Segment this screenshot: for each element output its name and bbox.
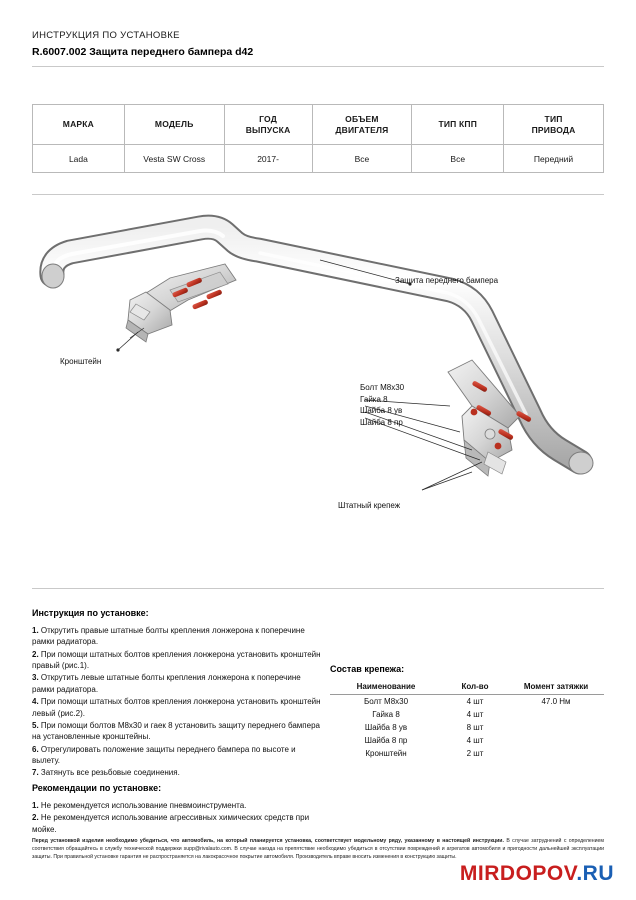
section-divider-lower xyxy=(32,588,604,589)
spec-header-drive xyxy=(504,105,604,145)
footer-line-3: в отсутствии повреждений и агрегатов автомобиля и пригодности дальнейшей эксплуатации защиты. При правильной установке гарантия не распространяется на лакокрасочное покрытие xyxy=(32,845,605,860)
spec-header-drive-line1: ТИП xyxy=(544,113,563,124)
instruction-step-6 xyxy=(32,744,322,767)
rec-number-1: 1. xyxy=(32,801,39,810)
spec-value-year: 2017- xyxy=(224,145,312,173)
footer-line-1: Перед установкой изделия необходимо убедиться, что автомобиль, на который планируется установка, соответствует модельному ряду, указанному в настоящей инструкции. xyxy=(32,838,504,844)
rec-text-1: Не рекомендуется использование пневмоинструмента. xyxy=(40,801,247,810)
spec-header-year-line2: ВЫПУСКА xyxy=(245,124,291,135)
watermark-part-1: MIRDOPOV xyxy=(459,862,577,885)
spec-header-engine-line1: ОБЪЕМ xyxy=(345,113,379,124)
fastener-torque-4 xyxy=(508,734,604,747)
step-text-1: Открутить правые штатные болты крепления лонжерона к поперечине рамки радиатора. xyxy=(32,626,305,647)
document-header xyxy=(32,30,604,58)
fasteners-title: Состав крепежа: xyxy=(330,664,405,674)
step-number-4: 4. xyxy=(32,697,39,707)
hardware-item-washer-pr: Шайба 8 пр xyxy=(360,417,403,427)
fastener-qty-4: 4 шт xyxy=(466,736,484,745)
spec-header-engine xyxy=(312,105,412,145)
instructions-list xyxy=(32,625,322,779)
callout-hardware-list xyxy=(360,382,404,428)
spec-value-brand: Lada xyxy=(33,145,125,173)
fastener-qty-2: 4 шт xyxy=(466,710,484,719)
step-text-6: Отрегулировать положение защиты переднего бампера по высоте и вылету. xyxy=(32,744,296,765)
fastener-qty-5: 2 шт xyxy=(466,749,484,758)
bumper-guard-drawing xyxy=(20,200,616,580)
rec-text-2: Не рекомендуется использование агрессивных химических средств при мойке. xyxy=(32,813,310,834)
step-text-4: При помощи штатных болтов крепления лонжерона установить кронштейн левый (рис.2). xyxy=(32,697,321,718)
recommendations-title: Рекомендации по установке: xyxy=(32,783,162,793)
fastener-qty-3: 8 шт xyxy=(466,723,484,732)
step-text-5: При помощи болтов М8х30 и гаек 8 установить защиту переднего бампера на установленные кронштейны. xyxy=(32,720,320,742)
callout-bumper-guard: Защита переднего бампера xyxy=(395,276,499,285)
hardware-item-bolt: Болт М8х30 xyxy=(360,383,405,392)
rec-number-2: 2. xyxy=(32,813,39,823)
spec-header-model-label: МОДЕЛЬ xyxy=(154,119,194,130)
footer-disclaimer xyxy=(32,838,604,861)
vehicle-spec-table xyxy=(32,104,604,173)
recommendation-item-2 xyxy=(32,812,332,835)
step-text-3: Открутить левые штатные болты крепления лонжерона к поперечине рамки радиатора. xyxy=(32,673,301,694)
fasteners-header-qty: Кол-во xyxy=(442,680,508,695)
table-header-row xyxy=(33,105,604,145)
header-subtitle: ИНСТРУКЦИЯ ПО УСТАНОВКЕ xyxy=(32,30,180,41)
callout-bracket: Кронштейн xyxy=(60,357,102,366)
table-row xyxy=(330,747,604,760)
instruction-step-4 xyxy=(32,696,322,719)
table-row xyxy=(330,695,604,709)
fasteners-header-torque: Момент затяжки xyxy=(508,680,604,695)
spec-header-year xyxy=(224,105,312,145)
product-illustration xyxy=(20,200,616,580)
footer-line-2: В случае затруднений с определением соответствия обращайтесь в службу технической поддержки supp@rivalauto.com. В случае наезда на препятствие необходимо убедиться xyxy=(32,838,604,852)
step-number-6: 6. xyxy=(32,744,39,754)
step-number-5: 5. xyxy=(32,720,39,730)
spec-header-drive-line2: ПРИВОДА xyxy=(531,124,576,135)
footer-line-4: автомобиля. Производитель вправе вносить изменения в конструкцию защиты. xyxy=(263,853,457,860)
recommendation-item-1 xyxy=(32,800,332,811)
spec-value-model: Vesta SW Cross xyxy=(124,145,224,173)
fastener-name-4: Шайба 8 пр xyxy=(364,736,408,745)
fastener-name-3: Шайба 8 ув xyxy=(364,723,408,732)
fastener-name-2: Гайка 8 xyxy=(372,710,400,719)
fastener-name-1: Болт М8х30 xyxy=(363,697,409,706)
watermark-part-2: .RU xyxy=(576,862,614,885)
spec-header-model xyxy=(124,105,224,145)
installation-instructions xyxy=(32,608,322,780)
spec-value-drive: Передний xyxy=(504,145,604,173)
fastener-name-5: Кронштейн xyxy=(365,749,407,758)
spec-header-year-line1: ГОД xyxy=(259,113,277,124)
fasteners-section xyxy=(330,664,604,760)
watermark xyxy=(460,862,614,886)
section-divider-upper xyxy=(32,194,604,195)
spec-header-engine-line2: ДВИГАТЕЛЯ xyxy=(335,124,389,135)
table-row xyxy=(330,721,604,734)
tube-end-cap-left xyxy=(42,264,64,288)
instructions-title: Инструкция по установке: xyxy=(32,608,149,618)
tube-end-cap-right xyxy=(569,452,593,474)
hardware-item-washer-uv: Шайба 8 ув xyxy=(360,406,403,416)
fastener-qty-1: 4 шт xyxy=(466,697,484,706)
step-number-7: 7. xyxy=(32,768,39,778)
table-row xyxy=(33,145,604,173)
spec-header-transmission-label: ТИП КПП xyxy=(438,119,478,130)
fasteners-header-row xyxy=(330,680,604,695)
step-text-2: При помощи штатных болтов крепления лонжерона установить кронштейн правый (рис.1). xyxy=(32,649,321,671)
fastener-torque-1: 47.0 Нм xyxy=(541,697,571,706)
fastener-torque-2 xyxy=(508,708,604,721)
spec-value-engine: Все xyxy=(312,145,412,173)
fastener-torque-5 xyxy=(508,747,604,760)
left-bracket-assembly xyxy=(126,264,236,342)
table-row xyxy=(330,708,604,721)
table-row xyxy=(330,734,604,747)
spec-header-brand xyxy=(33,105,125,145)
instruction-step-5 xyxy=(32,720,322,743)
step-number-2: 2. xyxy=(32,649,39,659)
instruction-step-3 xyxy=(32,672,322,695)
instruction-step-7 xyxy=(32,767,322,778)
fastener-torque-3 xyxy=(508,721,604,734)
fasteners-header-name: Наименование xyxy=(330,680,442,695)
recommendations-list xyxy=(32,800,332,835)
callout-standard-fastener: Штатный крепеж xyxy=(338,501,401,510)
instruction-step-2 xyxy=(32,649,322,672)
hardware-item-nut: Гайка 8 xyxy=(360,394,388,404)
header-title: R.6007.002 Защита переднего бампера d42 xyxy=(32,46,254,58)
header-divider xyxy=(32,66,604,67)
fasteners-table xyxy=(330,680,604,760)
step-text-7: Затянуть все резьбовые соединения. xyxy=(40,768,180,778)
spec-header-brand-label: МАРКА xyxy=(62,119,95,130)
step-number-1: 1. xyxy=(32,626,39,635)
spec-header-transmission xyxy=(412,105,504,145)
step-number-3: 3. xyxy=(32,673,39,683)
installation-recommendations xyxy=(32,783,332,836)
spec-value-transmission: Все xyxy=(412,145,504,173)
instruction-step-1 xyxy=(32,625,322,648)
